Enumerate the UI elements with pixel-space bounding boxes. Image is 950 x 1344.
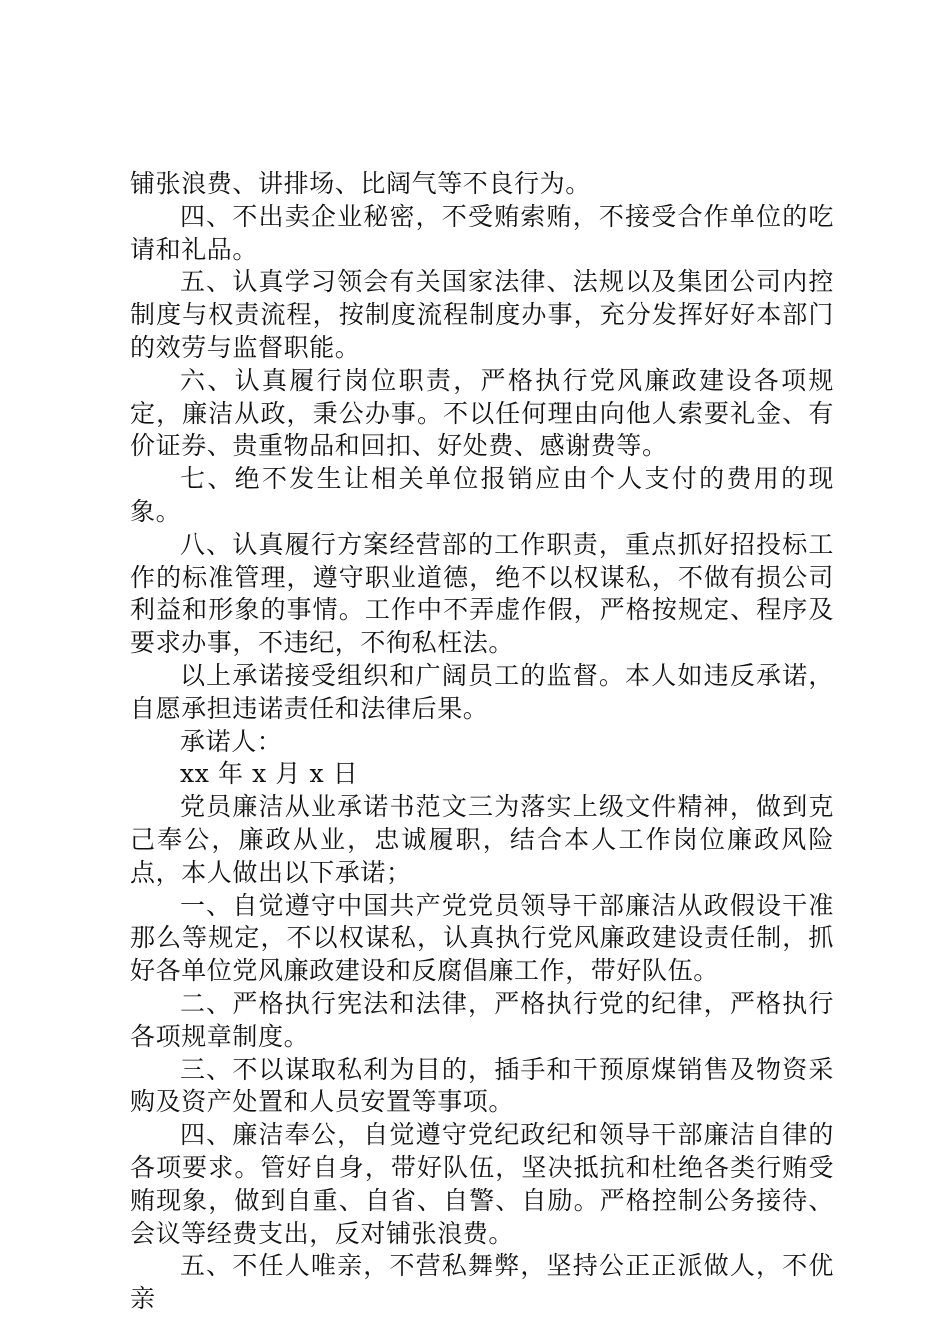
paragraph-item-6: 六、认真履行岗位职责，严格执行党风廉政建设各项规定，廉洁从政，秉公办事。不以任何理由向他人索要礼金、有价证券、贵重物品和回扣、好处费、感谢费等。 [130,365,834,461]
paragraph-pledge-4: 四、廉洁奉公，自觉遵守党纪政纪和领导干部廉洁自律的各项要求。管好自身，带好队伍，坚决抵抗和杜绝各类行贿受贿现象，做到自重、自省、自警、自励。严格控制公务接待、会议等经费支出，反对铺张浪费。 [130,1120,834,1248]
paragraph-pledge-5: 五、不任人唯亲，不营私舞弊，坚持公正正派做人，不优亲 [130,1251,834,1314]
paragraph-pledge-3: 三、不以谋取私利为目的，插手和干预原煤销售及物资采购及资产处置和人员安置等事项。 [130,1054,834,1117]
paragraph-pledge-1: 一、自觉遵守中国共产党党员领导干部廉洁从政假设干准那么等规定，不以权谋私，认真执行党风廉政建设责任制，抓好各单位党风廉政建设和反腐倡廉工作，带好队伍。 [130,890,834,986]
paragraph-item-8: 八、认真履行方案经营部的工作职责，重点抓好招投标工作的标准管理，遵守职业道德，绝不以权谋私，不做有损公司利益和形象的事情。工作中不弄虚作假，严格按规定、程序及要求办事，不违纪，不徇私枉法。 [130,529,834,658]
document-body [130,168,834,1316]
signature-label: 承诺人： [180,726,283,756]
paragraph-sample-three-intro: 党员廉洁从业承诺书范文三为落实上级文件精神，做到克己奉公，廉政从业，忠诚履职，结合本人工作岗位廉政风险点，本人做出以下承诺； [130,792,834,887]
paragraph-continuation: 铺张浪费、讲排场、比阔气等不良行为。 [130,169,591,198]
paragraph-item-4: 四、不出卖企业秘密，不受贿索贿，不接受合作单位的吃请和礼品。 [130,201,834,264]
paragraph-item-7: 七、绝不发生让相关单位报销应由个人支付的费用的现象。 [130,464,834,526]
paragraph-pledge-2: 二、严格执行宪法和法律，严格执行党的纪律，严格执行各项规章制度。 [130,988,834,1051]
signature-date: xx 年 x 月 x 日 [180,759,359,789]
paragraph-item-5: 五、认真学习领会有关国家法律、法规以及集团公司内控制度与权责流程，按制度流程制度办事，充分发挥好好本部门的效劳与监督职能。 [130,267,834,362]
paragraph-supervision: 以上承诺接受组织和广阔员工的监督。本人如违反承诺，自愿承担违诺责任和法律后果。 [130,660,834,723]
